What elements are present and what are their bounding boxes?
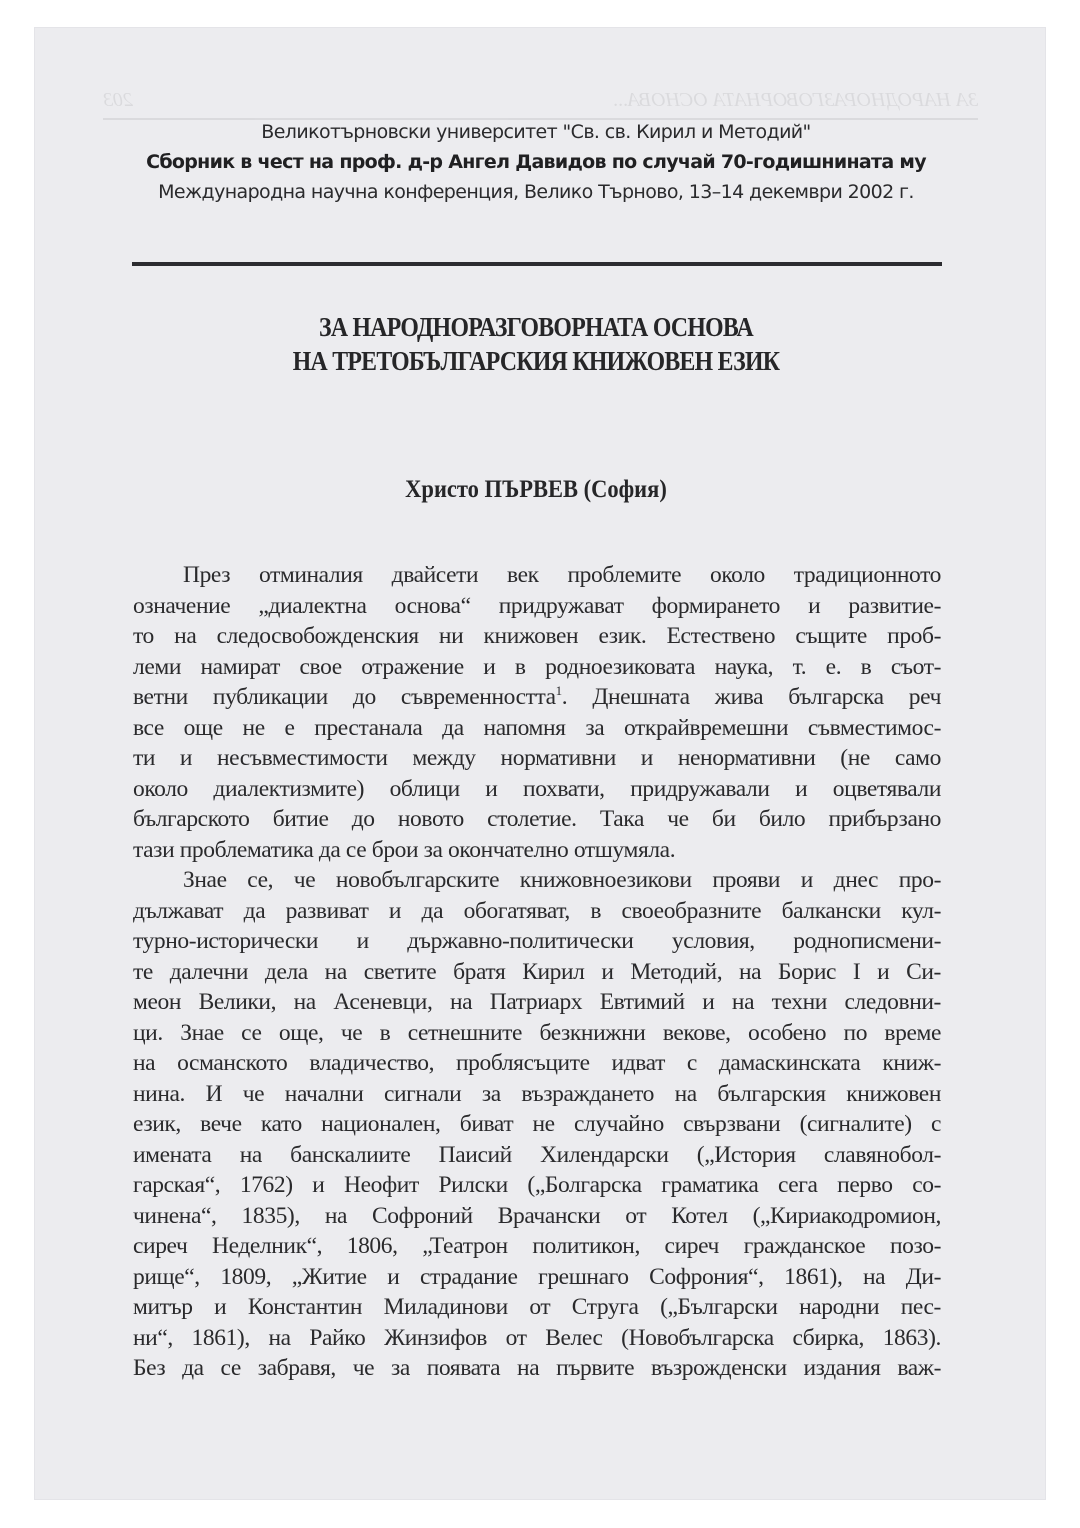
bleed-running-head bbox=[103, 89, 978, 120]
body-line: Без да се забравя, че за появата на първите възрожденски издания важ- bbox=[133, 1355, 941, 1381]
body-line: ни“, 1861), на Райко Жинзифов от Велес (Новобългарска сбирка, 1863). bbox=[133, 1324, 941, 1351]
body-line: означение „диалектна основа“ придружават формирането и развитие- bbox=[133, 592, 941, 619]
body-line: През отминалия двайсети век проблемите около традиционното bbox=[183, 562, 941, 588]
body-line: рище“, 1809, „Житие и страдание грешнаго Софрония“, 1861), на Ди- bbox=[133, 1263, 941, 1290]
bleed-running-head-text: ЗА НАРОДНОРАЗГОВОРНАТА ОСНОВА... bbox=[612, 89, 978, 111]
footnote-marker[interactable]: 1 bbox=[555, 683, 562, 698]
document-page bbox=[34, 27, 1046, 1500]
body-line: те далечни дела на светите братя Кирил и Методий, на Борис I и Си- bbox=[133, 958, 941, 985]
header-collection: Сборник в чест на проф. д-р Ангел Давидов по случай 70-годишнината му bbox=[146, 151, 926, 173]
body-line: гарская“, 1762) и Неофит Рилски („Болгарска граматика сега перво со- bbox=[133, 1172, 941, 1198]
body-line: около диалектизмите) облици и похвати, придружавали и оцветявали bbox=[133, 775, 941, 802]
title-line-1: ЗА НАРОДНОРАЗГОВОРНАТА ОСНОВА bbox=[318, 312, 754, 342]
body-line: ти и несъвместимости между нормативни и ненормативни (не само bbox=[133, 745, 941, 771]
header-university: Великотърновски университет "Св. св. Кирил и Методий" bbox=[261, 121, 811, 143]
body-line-part: . Днешната жива българска реч bbox=[561, 684, 941, 710]
body-line: то на следосвобожденския ни книжовен език. Естествено същите проб- bbox=[133, 623, 941, 649]
body-line: ци. Знае се още, че в сетнешните безкнижни векове, особено по време bbox=[133, 1019, 941, 1046]
body-line: сиреч Неделник“, 1806, „Театрон политикон, сиреч гражданское позо- bbox=[133, 1233, 941, 1259]
bleed-page-number: 203 bbox=[103, 89, 133, 111]
article-author: Христо ПЪРВЕВ (София) bbox=[405, 476, 667, 503]
body-line-with-footnote bbox=[133, 682, 941, 713]
body-line-part: ветни публикации до съвременността bbox=[133, 684, 556, 710]
body-line: българското битие до новото столетие. Така че би било прибързано bbox=[133, 806, 941, 832]
body-line: турно-исторически и държавно-политически условия, роднописмени- bbox=[133, 928, 941, 954]
article-body bbox=[133, 560, 941, 1384]
body-line: на османското владичество, проблясъците идват с дамаскинската книж- bbox=[133, 1050, 941, 1076]
body-line: нина. И че начални сигнали за възраждането на българския книжовен bbox=[133, 1080, 941, 1107]
body-line: все още не е престанала да напомня за открайвремешни съвместимос- bbox=[133, 714, 941, 741]
body-line: Знае се, че новобългарските книжовноезикови прояви и днес про- bbox=[183, 867, 941, 893]
body-line: меон Велики, на Асеневци, на Патриарх Евтимий и на техни следовни- bbox=[133, 989, 941, 1015]
body-line: митър и Константин Миладинови от Струга („Български народни пес- bbox=[133, 1294, 941, 1320]
title-line-2: НА ТРЕТОБЪЛГАРСКИЯ КНИЖОВЕН ЕЗИК bbox=[292, 346, 780, 376]
body-line: чинена“, 1835), на Софроний Врачански от Котел („Кириакодромион, bbox=[133, 1202, 941, 1229]
article-title bbox=[130, 310, 942, 378]
header-conference: Международна научна конференция, Велико Търново, 13–14 декември 2002 г. bbox=[158, 181, 914, 203]
publication-header bbox=[130, 117, 942, 207]
body-line: тази проблематика да се брои за окончателно отшумяла. bbox=[133, 836, 676, 863]
body-line: език, вече като национален, биват не случайно свързвани (сигналите) с bbox=[133, 1111, 941, 1137]
body-line: имената на банскалиите Паисий Хилендарски („История славянобол- bbox=[133, 1141, 941, 1168]
body-line: леми намират свое отражение и в родноезиковата наука, т. е. в съот- bbox=[133, 653, 941, 680]
header-rule bbox=[132, 262, 942, 266]
body-line: дължават да развиват и да обогатяват, в своеобразните балкански кул- bbox=[133, 897, 941, 924]
